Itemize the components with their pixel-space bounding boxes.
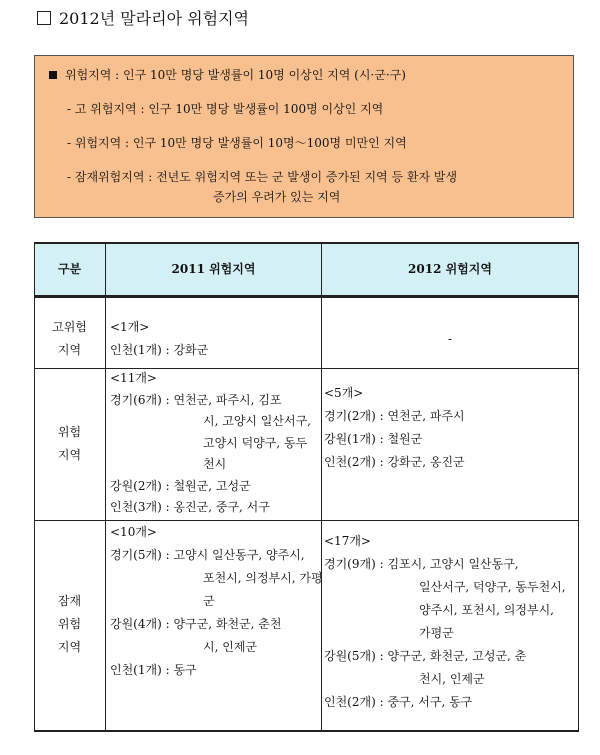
cell-line: <11개> bbox=[110, 371, 157, 385]
category-line: 고위험 bbox=[52, 320, 87, 334]
row-potential-category bbox=[34, 590, 105, 659]
cell-line: 경기(6개) : 연천군, 파주시, 김포 bbox=[110, 392, 282, 407]
cell-line: 천시 bbox=[203, 457, 227, 471]
definition-potential: - 잠재위험지역 : 전년도 위험지역 또는 군 발생이 증가된 지역 등 환자 발생 bbox=[67, 170, 458, 184]
cell-line: 시, 인제군 bbox=[203, 640, 257, 654]
checkbox-icon bbox=[37, 11, 51, 25]
cell-line: 인천(3개) : 옹진군, 중구, 서구 bbox=[110, 500, 270, 514]
definition-box bbox=[34, 55, 574, 218]
category-line: 위험 bbox=[57, 617, 82, 631]
cell-line: 가평군 bbox=[419, 626, 454, 640]
cell-line: 시, 고양시 일산서구, bbox=[203, 414, 311, 428]
cell-line: 양주시, 포천시, 의정부시, bbox=[419, 603, 554, 617]
category-line: 지역 bbox=[57, 640, 82, 654]
title-text: 2012년 말라리아 위험지역 bbox=[59, 9, 249, 28]
row-risk-category bbox=[34, 421, 105, 467]
row-high-2012 bbox=[322, 328, 578, 351]
cell-line: 천시, 인제군 bbox=[419, 672, 485, 686]
header-2012: 2012 위험지역 bbox=[408, 262, 492, 276]
cell-line: <17개> bbox=[324, 534, 371, 548]
category-line: 위험 bbox=[57, 425, 82, 439]
page-title bbox=[37, 6, 249, 29]
cell-line: 강원(2개) : 철원군, 고성군 bbox=[110, 478, 251, 493]
definition-high: - 고 위험지역 : 인구 10만 명당 발생률이 100명 이상인 지역 bbox=[67, 102, 384, 116]
rule-header bbox=[34, 295, 579, 298]
cell-line: 강원(4개) : 양구군, 화천군, 춘천 bbox=[110, 617, 282, 631]
cell-line: 인천(1개) : 동구 bbox=[110, 663, 197, 677]
cell-line: 일산서구, 덕양구, 동두천시, bbox=[419, 580, 566, 594]
cell-line: 인천(2개) : 중구, 서구, 동구 bbox=[324, 695, 473, 709]
risk-area-table bbox=[34, 242, 579, 732]
cell-line: 경기(9개) : 김포시, 고양시 일산동구, bbox=[324, 557, 519, 571]
rule-right bbox=[578, 242, 579, 732]
definition-risk: - 위험지역 : 인구 10만 명당 발생률이 10명～100명 미만인 지역 bbox=[67, 136, 407, 150]
rule-col1 bbox=[105, 242, 106, 732]
definition-potential-cont: 증가의 우려가 있는 지역 bbox=[213, 190, 341, 204]
cell-line: <5개> bbox=[324, 386, 364, 400]
row-potential-2012 bbox=[324, 530, 566, 714]
row-risk-2012 bbox=[324, 382, 465, 474]
cell-line: - bbox=[447, 332, 453, 346]
cell-line: 포천시, 의정부시, 가평 bbox=[203, 571, 323, 585]
row-potential-2011 bbox=[110, 521, 323, 682]
cell-line: <1개> bbox=[110, 320, 150, 334]
header-2011: 2011 위험지역 bbox=[171, 262, 256, 276]
cell-line: 인천(2개) : 강화군, 옹진군 bbox=[324, 455, 465, 469]
cell-line: 강원(1개) : 철원군 bbox=[324, 432, 423, 446]
category-line: 잠재 bbox=[57, 594, 82, 608]
square-bullet-icon bbox=[49, 71, 57, 79]
definition-main-text: 위험지역 : 인구 10만 명당 발생률이 10명 이상인 지역 (시·군·구) bbox=[65, 68, 406, 82]
row-risk-2011 bbox=[110, 368, 311, 519]
cell-line: 강원(5개) : 양구군, 화천군, 고성군, 춘 bbox=[324, 649, 527, 663]
cell-line: 고양시 덕양구, 동두 bbox=[203, 435, 308, 450]
row-high-2011 bbox=[110, 316, 208, 362]
cell-line: 경기(2개) : 연천군, 파주시 bbox=[324, 409, 465, 423]
row-high-category bbox=[34, 316, 105, 362]
definition-main bbox=[49, 65, 406, 85]
cell-line: <10개> bbox=[110, 525, 157, 539]
category-line: 지역 bbox=[57, 343, 82, 357]
rule-top bbox=[34, 242, 579, 244]
cell-line: 인천(1개) : 강화군 bbox=[110, 343, 209, 357]
header-category: 구분 bbox=[57, 262, 82, 276]
cell-line: 군 bbox=[203, 594, 215, 608]
cell-line: 경기(5개) : 고양시 일산동구, 양주시, bbox=[110, 548, 305, 562]
rule-bottom bbox=[34, 730, 579, 732]
category-line: 지역 bbox=[57, 448, 82, 462]
